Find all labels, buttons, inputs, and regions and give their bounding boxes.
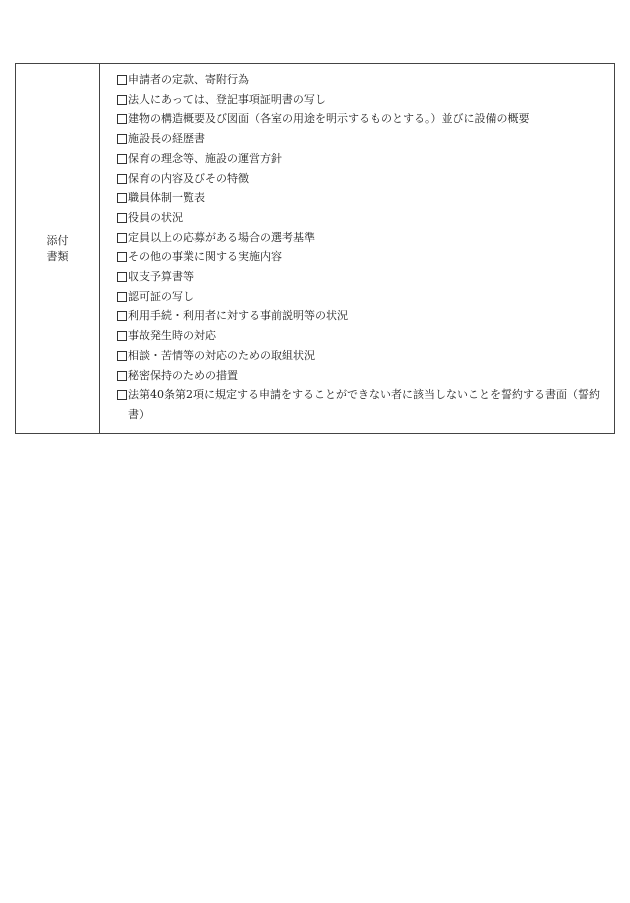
checklist-item: [117, 326, 608, 346]
checklist-item-text: 事故発生時の対応: [128, 329, 216, 343]
checklist-item-text: 認可証の写し: [128, 289, 194, 303]
checklist-item: [117, 306, 608, 326]
checklist-item: [117, 287, 608, 307]
checkbox[interactable]: [117, 371, 127, 381]
checklist-item-text: 相談・苦情等の対応のための取組状況: [128, 348, 315, 362]
section-label-line: 書類: [46, 249, 69, 263]
checklist-item: [117, 109, 608, 129]
checklist-item-text: 定員以上の応募がある場合の選考基準: [128, 230, 315, 244]
checklist-item-text: 法第40条第2項に規定する申請をすることができない者に該当しないことを誓約する書面（誓約書）: [128, 388, 600, 421]
attachment-documents-table: [15, 63, 615, 434]
checklist-item-text: 建物の構造概要及び図面（各室の用途を明示するものとする。）並びに設備の概要: [128, 112, 530, 126]
checkbox[interactable]: [117, 174, 127, 184]
checklist-item: [117, 346, 608, 366]
checklist-item: [117, 247, 608, 267]
checklist-item-text: 申請者の定款、寄附行為: [128, 73, 249, 86]
checklist-item-text: 利用手続・利用者に対する事前説明等の状況: [128, 309, 348, 323]
checkbox[interactable]: [117, 154, 127, 164]
checkbox[interactable]: [117, 95, 127, 105]
checklist-item: [117, 188, 608, 208]
checklist-item-text: 職員体制一覧表: [128, 191, 205, 205]
checklist-item-text: 役員の状況: [128, 210, 183, 224]
checklist-item-text: 収支予算書等: [128, 270, 194, 284]
checklist-item: [117, 366, 608, 386]
checklist-item: [117, 169, 608, 189]
checklist-item-text: その他の事業に関する実施内容: [128, 250, 282, 264]
checklist-item-text: 保育の内容及びその特徴: [128, 171, 249, 185]
checkbox[interactable]: [117, 75, 127, 85]
checkbox[interactable]: [117, 331, 127, 341]
checkbox[interactable]: [117, 213, 127, 223]
checkbox[interactable]: [117, 351, 127, 361]
checklist-item: [117, 129, 608, 149]
checkbox[interactable]: [117, 272, 127, 282]
checkbox[interactable]: [117, 193, 127, 203]
section-label-cell: [16, 64, 100, 433]
checklist-item: [117, 149, 608, 169]
checklist-item: [117, 208, 608, 228]
checkbox[interactable]: [117, 292, 127, 302]
checklist-item: [117, 90, 608, 110]
checklist-item-text: 秘密保持のための措置: [128, 368, 238, 382]
checklist-item: [117, 267, 608, 287]
checkbox[interactable]: [117, 252, 127, 262]
checkbox[interactable]: [117, 114, 127, 124]
checkbox[interactable]: [117, 233, 127, 243]
checklist-item: [117, 385, 608, 424]
section-label: [47, 233, 69, 265]
document-checklist: [117, 70, 608, 425]
checkbox[interactable]: [117, 390, 127, 400]
document-checklist-cell: [100, 64, 614, 433]
checklist-item-text: 保育の理念等、施設の運営方針: [128, 151, 282, 165]
checklist-item-text: 施設長の経歴書: [128, 132, 205, 146]
checkbox[interactable]: [117, 311, 127, 321]
checklist-item-text: 法人にあっては、登記事項証明書の写し: [128, 92, 326, 106]
checklist-item: [117, 228, 608, 248]
section-label-line: 添付: [46, 233, 69, 247]
checkbox[interactable]: [117, 134, 127, 144]
checklist-item: [117, 70, 608, 90]
